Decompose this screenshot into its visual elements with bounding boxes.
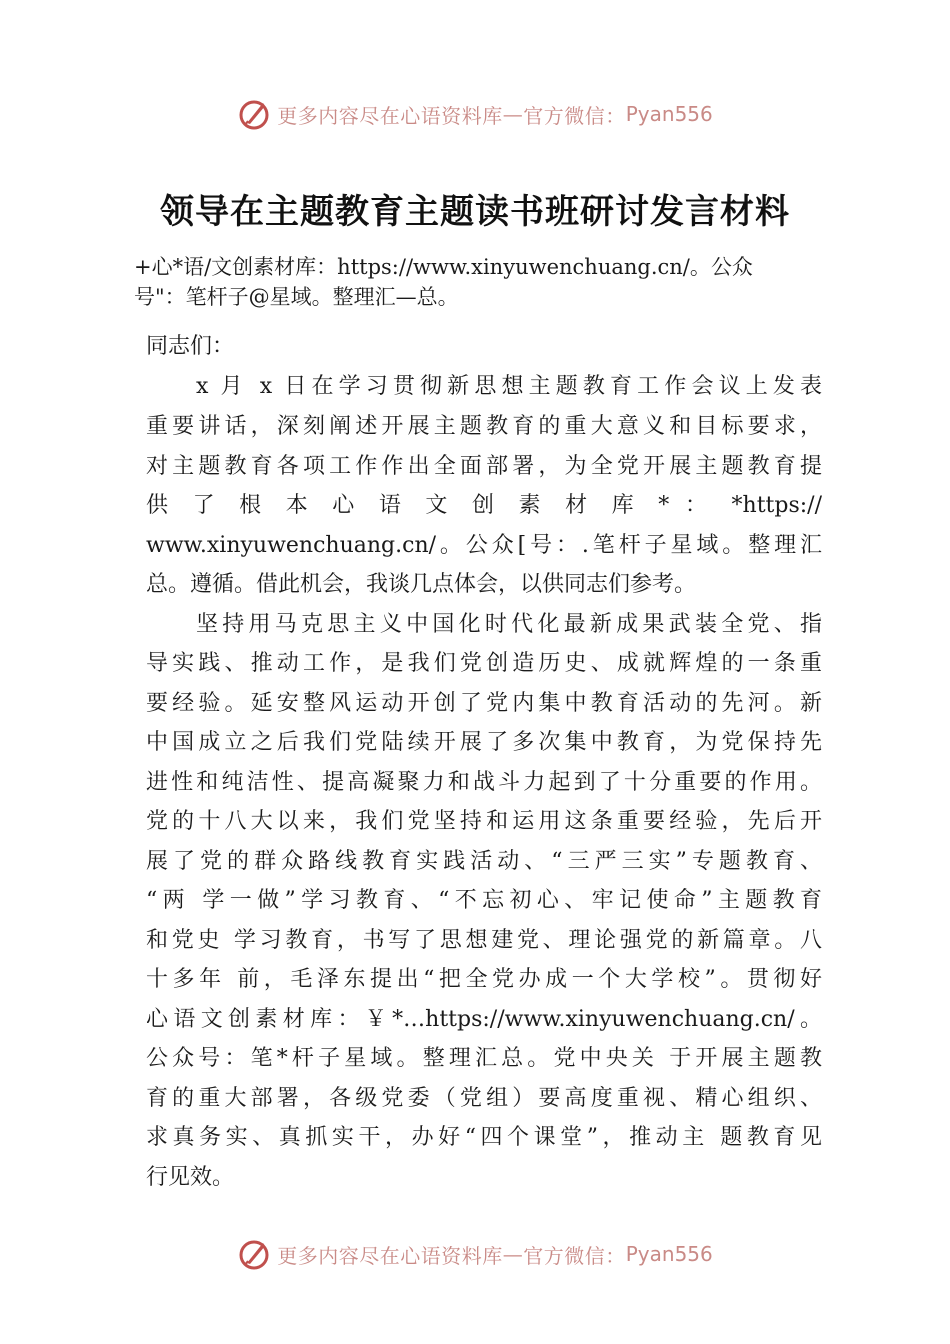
banner-text: 更多内容尽在心语资料库 — [277, 1243, 503, 1268]
body-line: 展了党的群众路线教育实践活动、“三严三实”专题教育、 — [146, 849, 822, 874]
subtitle-line: 号"：笔杆子@星域。整理汇—总。 — [134, 285, 459, 309]
document-title: 领导在主题教育主题读书班研讨发言材料 — [160, 192, 790, 232]
body-line: 坚持用马克思主义中国化时代化最新成果武装全党、指 — [196, 612, 822, 637]
body-line: x 月 x 日在学习贯彻新思想主题教育工作会议上发表 — [196, 374, 822, 399]
body-line: “两 学一做”学习教育、“不忘初心、牢记使命”主题教育 — [146, 888, 822, 913]
banner-wechat-label: 官方微信： — [523, 1243, 626, 1268]
body-line: 十多年 前，毛泽东提出“把全党办成一个大学校”。贯彻好 — [146, 967, 822, 992]
body-line: 进性和纯洁性、提高凝聚力和战斗力起到了十分重要的作用。 — [146, 770, 822, 795]
body-line: 供 了 根 本 心 语 文 创 素 材 库 * ： *https:// — [146, 493, 822, 518]
subtitle-line: +心*语/文创素材库：https://www.xinyuwenchuang.cn/。公众 — [134, 255, 753, 279]
body-line: 党的十八大以来，我们党坚持和运用这条重要经验，先后开 — [146, 809, 822, 834]
footer-banner — [0, 1234, 950, 1274]
quill-logo-icon — [237, 1237, 271, 1271]
body-line: 重要讲话，深刻阐述开展主题教育的重大意义和目标要求， — [146, 414, 822, 439]
body-line: 总。遵循。借此机会，我谈几点体会，以供同志们参考。 — [146, 572, 697, 597]
header-banner — [0, 94, 950, 134]
body-line: 要经验。延安整风运动开创了党内集中教育活动的先河。新 — [146, 691, 822, 716]
banner-dash: — — [502, 102, 524, 126]
body-line: 求真务实、真抓实干，办好“四个课堂”，推动主 题教育见 — [146, 1125, 822, 1150]
banner-wechat-id: Pyan556 — [625, 1242, 713, 1266]
body-line: 行见效。 — [146, 1165, 235, 1190]
body-line: 和党史 学习教育，书写了思想建党、理论强党的新篇章。八 — [146, 928, 822, 953]
banner-text: 更多内容尽在心语资料库 — [277, 103, 503, 128]
body-line: 心语文创素材库：￥*…https://www.xinyuwenchuang.cn/。 — [146, 1007, 822, 1032]
salutation: 同志们： — [146, 334, 235, 359]
body-line: www.xinyuwenchuang.cn/。公众[号：.笔杆子星域。整理汇 — [146, 533, 822, 558]
body-line: 育的重大部署，各级党委（党组）要高度重视、精心组织、 — [146, 1086, 822, 1111]
quill-logo-icon — [237, 97, 271, 131]
banner-wechat-label: 官方微信： — [523, 103, 626, 128]
banner-dash: — — [502, 1242, 524, 1266]
body-line: 对主题教育各项工作作出全面部署，为全党开展主题教育提 — [146, 454, 822, 479]
body-line: 公众号：笔*杆子星域。整理汇总。党中央关 于开展主题教 — [146, 1046, 822, 1071]
body-line: 导实践、推动工作，是我们党创造历史、成就辉煌的一条重 — [146, 651, 822, 676]
body-line: 中国成立之后我们党陆续开展了多次集中教育，为党保持先 — [146, 730, 822, 755]
banner-wechat-id: Pyan556 — [625, 102, 713, 126]
